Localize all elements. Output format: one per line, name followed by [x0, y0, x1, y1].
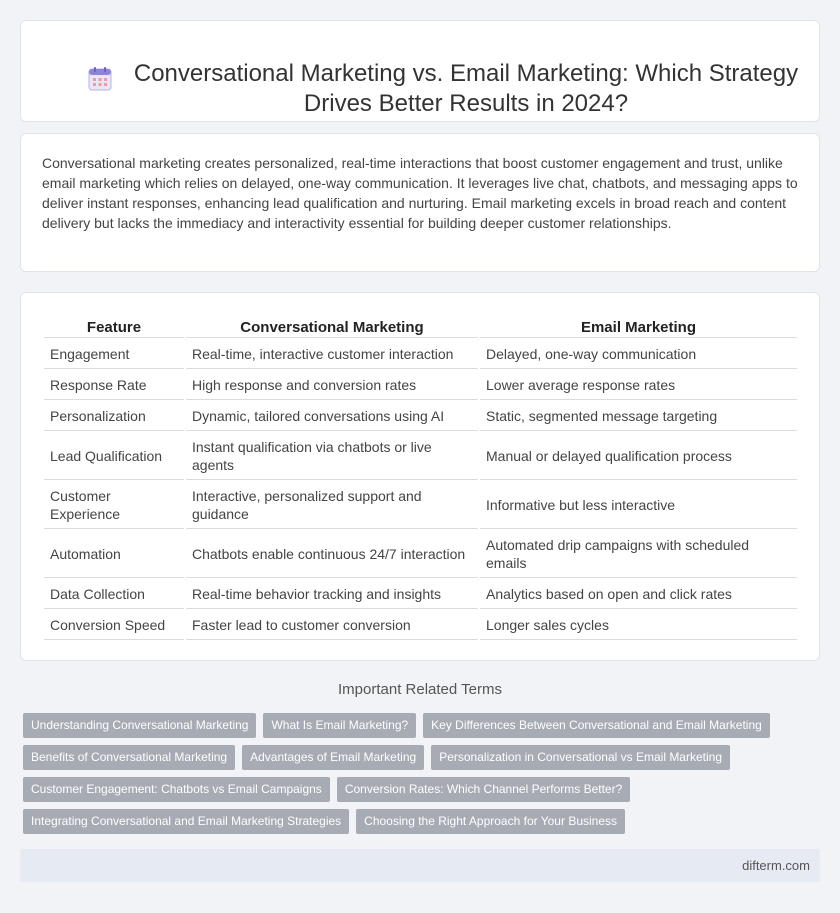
table-cell-email: Analytics based on open and click rates [480, 580, 797, 609]
table-row [44, 611, 797, 640]
related-term-tag[interactable]: Conversion Rates: Which Channel Performs Better? [337, 777, 630, 802]
column-header-feature: Feature [44, 318, 184, 338]
intro-card [20, 133, 820, 272]
tag-row [23, 809, 813, 834]
table-cell-conversational: High response and conversion rates [186, 371, 478, 400]
table-cell-email: Informative but less interactive [480, 482, 797, 529]
table-row [44, 531, 797, 578]
tag-row [23, 745, 813, 770]
related-terms-tags [23, 713, 813, 841]
related-term-tag[interactable]: Key Differences Between Conversational and Email Marketing [423, 713, 770, 738]
related-term-tag[interactable]: Advantages of Email Marketing [242, 745, 424, 770]
footer [20, 849, 820, 882]
related-terms-heading: Important Related Terms [338, 681, 502, 698]
tag-row [23, 713, 813, 738]
related-term-tag[interactable]: Personalization in Conversational vs Email Marketing [431, 745, 730, 770]
related-term-tag[interactable]: Choosing the Right Approach for Your Business [356, 809, 625, 834]
table-cell-feature: Personalization [44, 402, 184, 431]
table-cell-feature: Lead Qualification [44, 433, 184, 480]
table-cell-email: Automated drip campaigns with scheduled emails [480, 531, 797, 578]
table-row [44, 580, 797, 609]
comparison-table [42, 316, 799, 642]
table-row [44, 371, 797, 400]
table-header-row [44, 318, 797, 338]
table-cell-feature: Conversion Speed [44, 611, 184, 640]
table-cell-conversational: Faster lead to customer conversion [186, 611, 478, 640]
related-term-tag[interactable]: What Is Email Marketing? [263, 713, 416, 738]
table-cell-email: Longer sales cycles [480, 611, 797, 640]
table-row [44, 433, 797, 480]
table-cell-email: Lower average response rates [480, 371, 797, 400]
table-cell-feature: Automation [44, 531, 184, 578]
table-cell-email: Delayed, one-way communication [480, 340, 797, 369]
page-title: Conversational Marketing vs. Email Marketing: Which Strategy Drives Better Results in 2024? [133, 60, 799, 117]
related-term-tag[interactable]: Integrating Conversational and Email Marketing Strategies [23, 809, 349, 834]
table-row [44, 340, 797, 369]
table-cell-email: Manual or delayed qualification process [480, 433, 797, 480]
table-cell-feature: Engagement [44, 340, 184, 369]
table-cell-email: Static, segmented message targeting [480, 402, 797, 431]
related-term-tag[interactable]: Understanding Conversational Marketing [23, 713, 256, 738]
table-row [44, 482, 797, 529]
tag-row [23, 777, 813, 802]
table-cell-conversational: Dynamic, tailored conversations using AI [186, 402, 478, 431]
header-card [20, 20, 820, 122]
comparison-table-card [20, 292, 820, 661]
table-cell-conversational: Instant qualification via chatbots or live agents [186, 433, 478, 480]
table-cell-conversational: Real-time behavior tracking and insights [186, 580, 478, 609]
table-cell-feature: Response Rate [44, 371, 184, 400]
related-term-tag[interactable]: Customer Engagement: Chatbots vs Email Campaigns [23, 777, 330, 802]
table-cell-feature: Data Collection [44, 580, 184, 609]
related-term-tag[interactable]: Benefits of Conversational Marketing [23, 745, 235, 770]
footer-brand[interactable]: difterm.com [742, 858, 810, 873]
column-header-email: Email Marketing [480, 318, 797, 338]
calendar-icon [87, 66, 113, 92]
column-header-conversational: Conversational Marketing [186, 318, 478, 338]
table-row [44, 402, 797, 431]
table-cell-conversational: Chatbots enable continuous 24/7 interaction [186, 531, 478, 578]
table-cell-feature: Customer Experience [44, 482, 184, 529]
table-cell-conversational: Interactive, personalized support and guidance [186, 482, 478, 529]
table-cell-conversational: Real-time, interactive customer interaction [186, 340, 478, 369]
intro-paragraph: Conversational marketing creates personalized, real-time interactions that boost customer engagement and trust, unlike email marketing which relies on delayed, one-way communication. It leverages live chat, chatbots, and messaging apps to deliver instant responses, enhancing lead qualification and nurturing. Email marketing excels in broad reach and content delivery but lacks the immediacy and interactivity essential for building deeper customer relationships. [42, 155, 798, 231]
